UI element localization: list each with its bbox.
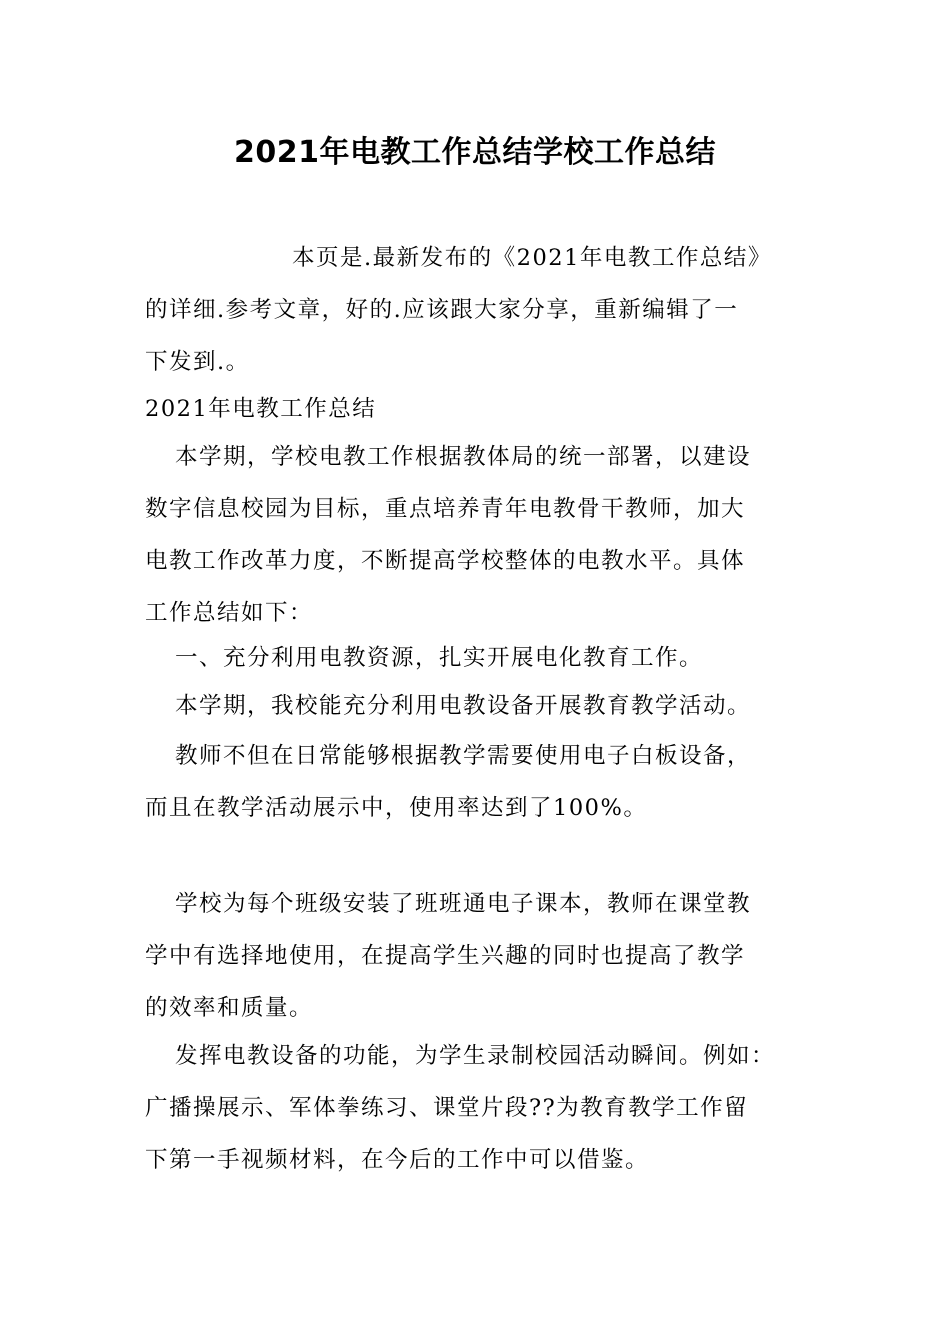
document-title: 2021年电教工作总结学校工作总结 — [234, 135, 716, 170]
intro-line: 下发到.。 — [145, 349, 250, 375]
paragraph-line: 下第一手视频材料，在今后的工作中可以借鉴。 — [145, 1147, 650, 1173]
paragraph-line: 电教工作改革力度，不断提高学校整体的电教水平。具体 — [145, 548, 746, 574]
intro-line: 的详细.参考文章，好的.应该跟大家分享，重新编辑了一 — [145, 297, 739, 323]
subheading-block — [145, 383, 825, 435]
paragraph-5 — [145, 1030, 825, 1186]
paragraph-line: 本学期，学校电教工作根据教体局的统一部署，以建设 — [175, 444, 752, 470]
section-heading: 一、充分利用电教资源，扎实开展电化教育工作。 — [175, 645, 704, 671]
paragraph-line: 而且在教学活动展示中，使用率达到了100%。 — [145, 795, 648, 821]
section-heading-block — [145, 632, 825, 684]
paragraph-line: 工作总结如下： — [145, 600, 314, 626]
subheading: 2021年电教工作总结 — [145, 396, 377, 422]
paragraph-3 — [145, 730, 825, 834]
paragraph-line: 学中有选择地使用，在提高学生兴趣的同时也提高了教学 — [145, 943, 746, 969]
intro-line: 本页是.最新发布的《2021年电教工作总结》 — [292, 245, 772, 271]
paragraph-2 — [145, 680, 825, 732]
paragraph-line: 广播操展示、军体拳练习、课堂片段??为教育教学工作留 — [145, 1095, 749, 1121]
intro-paragraph — [145, 232, 825, 388]
paragraph-line: 教师不但在日常能够根据教学需要使用电子白板设备， — [175, 743, 752, 769]
paragraph-line: 发挥电教设备的功能，为学生录制校园活动瞬间。例如： — [175, 1043, 776, 1069]
paragraph-line: 本学期，我校能充分利用电教设备开展教育教学活动。 — [175, 693, 752, 719]
paragraph-line: 学校为每个班级安装了班班通电子课本，教师在课堂教 — [175, 891, 752, 917]
paragraph-line: 的效率和质量。 — [145, 995, 314, 1021]
paragraph-4 — [145, 878, 825, 1034]
paragraph-1 — [145, 431, 825, 639]
paragraph-line: 数字信息校园为目标，重点培养青年电教骨干教师，加大 — [145, 496, 746, 522]
